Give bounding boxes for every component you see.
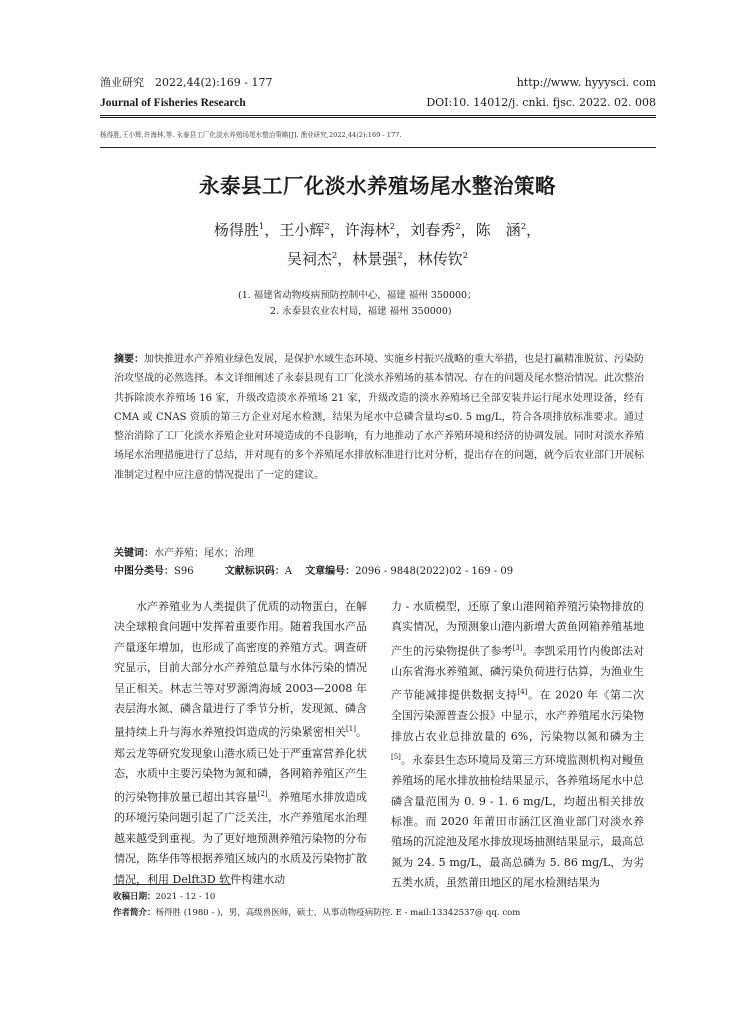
journal-issue-cn: 渔业研究 2022,44(2):169 - 177 xyxy=(100,76,273,89)
keywords xyxy=(114,545,254,563)
author-separator: ， xyxy=(395,221,411,239)
author-separator: ， xyxy=(526,221,542,239)
author-affiliation-mark: 2 xyxy=(397,251,403,261)
author-separator: ， xyxy=(329,221,345,239)
author-list xyxy=(0,214,755,272)
body-text: 。郑云龙等研究发现象山港水质已处于严重富营养化状态，水质中主要污染物为氮和磷，各网箱养殖区产生的污染物排放量已超出其容量 xyxy=(114,726,368,804)
citation-reference[interactable]: [1] xyxy=(346,725,356,734)
citation-reference[interactable]: [5] xyxy=(391,753,401,762)
article-title: 永泰县工厂化淡水养殖场尾水整治策略 xyxy=(199,174,556,198)
author-bio xyxy=(113,906,520,921)
citation-reference[interactable]: [4] xyxy=(517,688,528,697)
citation-rule xyxy=(100,147,656,148)
author-name: 许海林 xyxy=(344,221,390,239)
body-right-column xyxy=(391,597,644,894)
received-value: 2021 - 12 - 10 xyxy=(155,892,216,902)
abstract-text: 加快推进水产养殖业绿色发展，是保护水域生态环境、实施乡村振兴战略的重大举措，也是打赢精准脱贫、污染防治攻坚战的必然选择。本文详细阐述了永泰县现有工厂化淡水养殖场的基本情况、存在的问题及尾水整治情况。此次整治共拆除淡水养殖场 16 家，升级改造淡水养殖场 21 家，升级改造的淡水养殖场已全部安装并运行尾水处理设备，经有 CMA 或 CNAS 资质的第三方企业对尾水检测，结果为尾水中总磷含量均≤0. 5 mg/L，符合各项排放标准要求。通过整治消除了工厂化淡水养殖企业对环境造成的不良影响，有力地推动了水产养殖环境和经济的协调发展。同时对淡水养殖场尾水治理措施进行了总结，并对现有的多个养殖尾水排放标准进行比对分析，提出存在的问题，就今后农业部门开展标准制定过程中应注意的情况提出了一定的建议。 xyxy=(114,354,644,481)
citation-reference[interactable]: [2] xyxy=(257,790,268,799)
header-rule xyxy=(100,115,656,116)
author-affiliation-mark: 1 xyxy=(258,222,265,232)
author-affiliation-mark: 2 xyxy=(389,222,396,232)
doc-code-label: 文献标识码： xyxy=(224,566,285,577)
author-affiliation-mark: 2 xyxy=(462,251,469,261)
author-affiliation-mark: 2 xyxy=(455,222,461,232)
author-separator: ， xyxy=(337,250,353,268)
footnote-rule xyxy=(113,884,231,885)
body-text: 。李凯采用竹内俊郎法对山东省海水养殖氮、磷污染负荷进行估算，为渔业生产节能减排提供数据支持 xyxy=(391,644,645,702)
doi[interactable]: DOI:10. 14012/j. cnki. fjsc. 2022. 02. 008 xyxy=(426,96,656,109)
author-separator: ， xyxy=(460,221,476,239)
author-name: 陈 涵 xyxy=(475,221,521,239)
journal-url[interactable]: http://www. hyyysci. com xyxy=(516,76,656,89)
affiliation-2: 2. 永泰县农业农村局，福建 福州 350000) xyxy=(270,306,452,317)
author-bio-label: 作者简介： xyxy=(113,908,156,918)
author-name: 王小辉 xyxy=(279,221,325,239)
body-left-column xyxy=(114,597,367,890)
body-text: 。在 2020 年《第二次全国污染源普查公报》中显示，水产养殖尾水污染物排放占农业总排放量的 6%，污染物以氮和磷为主 xyxy=(391,688,644,743)
author-name: 林传钦 xyxy=(417,250,463,268)
citation-reference[interactable]: [3] xyxy=(512,643,523,652)
clc-label: 中图分类号： xyxy=(114,566,174,577)
classification-line xyxy=(114,563,513,581)
journal-name-en: Journal of Fisheries Research xyxy=(100,97,246,109)
author-bio-text: 杨得胜 (1980 - )，男，高级兽医师，硕士，从事动物疫病防控. E - mail:13342537@ qq. com xyxy=(155,908,521,918)
article-id-value: 2096 - 9848(2022)02 - 169 - 09 xyxy=(355,566,514,577)
author-name: 吴祠杰 xyxy=(286,250,332,268)
author-affiliation-mark: 2 xyxy=(520,222,527,232)
author-separator: ， xyxy=(402,250,418,268)
body-text: 水产养殖业为人类提供了优质的动物蛋白，在解决全球粮食问题中发挥着重要作用。随着我国水产品产量逐年增加，也形成了高密度的养殖方式。调查研究显示，目前大部分水产养殖总量与水体污染的情况呈正相关。林志兰等对罗源湾海域 2003—2008 年表层海水氮、磷含量进行了季节分析，发现氮、磷含量持续上升与海水养殖投饵造成的污染紧密相关 xyxy=(114,600,367,740)
abstract-label: 摘要： xyxy=(114,354,144,365)
author-name: 林景强 xyxy=(352,250,398,268)
author-affiliation-mark: 2 xyxy=(331,251,338,261)
keywords-label: 关键词： xyxy=(114,548,154,559)
keywords-text: 水产养殖；尾水；治理 xyxy=(154,548,254,559)
author-line-1 xyxy=(0,214,755,243)
citation-line: 杨得胜,王小辉,许海林,等. 永泰县工厂化淡水养殖场尾水整治策略[J]. 渔业研究,2022,44(2):169 - 177. xyxy=(100,131,402,139)
header-rule-double xyxy=(100,117,656,118)
author-name: 刘春秀 xyxy=(410,221,456,239)
affiliation-1: (1. 福建省动物疫病预防控制中心，福建 福州 350000； xyxy=(238,290,477,301)
article-id-label: 文章编号： xyxy=(305,566,356,577)
body-text: 。永泰县生态环境局及第三方环境监测机构对鳗鱼养殖场的尾水排放抽检结果显示，各养殖场尾水中总磷含量范围为 0. 9 - 1. 6 mg/L，均超出相关排放标准。而 2020 年莆田市涵江区渔业部门对淡水养殖场的沉淀池及尾水排放现场抽测结果显示，最高总氮为 24. 5 mg/L，最高总磷为 5. 86 mg/L，为劣五类水质，虽然莆田地区的尾水检测结果为 xyxy=(391,753,644,890)
clc-value: S96 xyxy=(174,566,194,577)
doc-code-value: A xyxy=(284,566,292,577)
received-date xyxy=(113,890,215,905)
author-affiliation-mark: 2 xyxy=(324,222,330,232)
received-label: 收稿日期： xyxy=(113,892,156,902)
body-text: 力 - 水质模型，还原了象山港网箱养殖污染物排放的真实情况，为预测象山港内新增大黄鱼网箱养殖基地产生的污染物提供了参考 xyxy=(391,600,644,658)
author-name: 杨得胜 xyxy=(213,221,259,239)
author-line-2 xyxy=(0,243,755,272)
author-separator: ， xyxy=(264,221,280,239)
body-text: 。养殖尾水排放造成的环境污染问题引起了广泛关注，水产养殖尾水治理越来越受到重视。为了更好地预测养殖污染物的分布情况，陈华伟等根据养殖区域内的水质及污染物扩散情况，利用 Delft3D 软件构建水动 xyxy=(114,790,368,886)
abstract xyxy=(114,350,644,485)
